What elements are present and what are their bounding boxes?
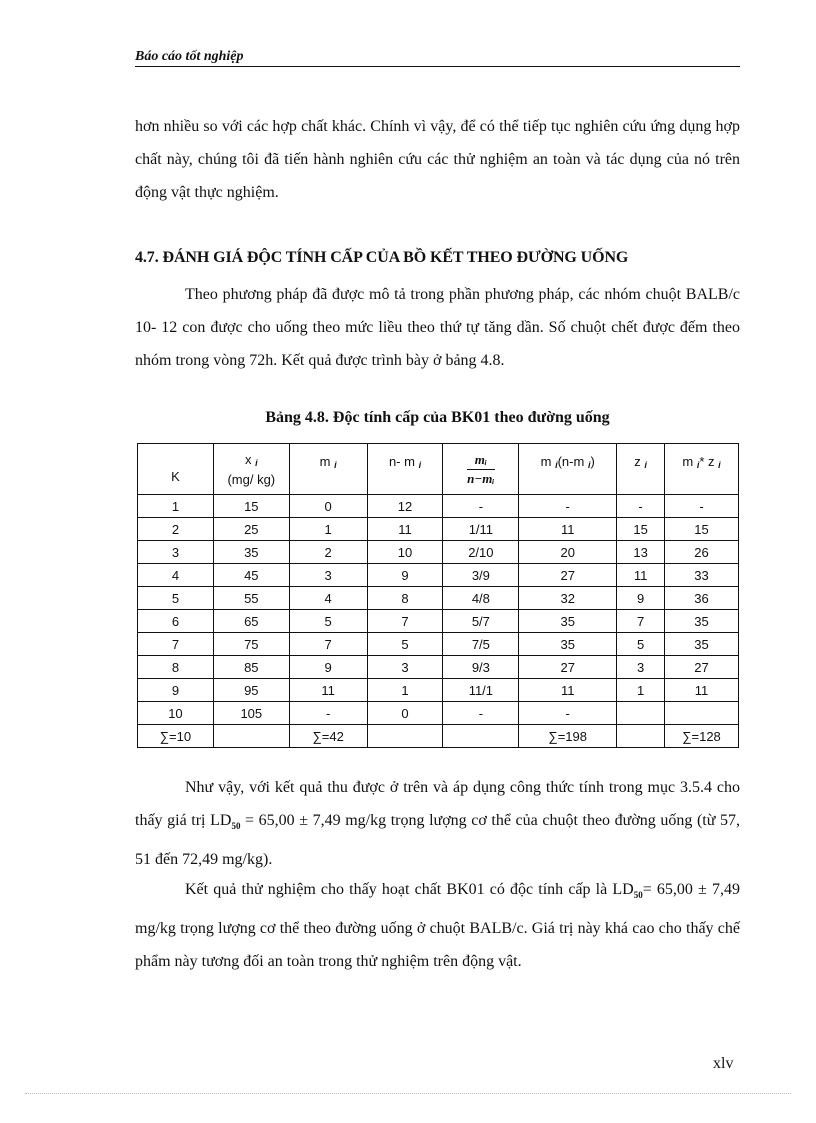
cell: 20 <box>519 541 617 564</box>
cell: 35 <box>213 541 289 564</box>
cell: 2 <box>289 541 367 564</box>
header-mz: m $_i$* z $_i$ <box>665 444 739 495</box>
conclusion-paragraph <box>135 873 740 978</box>
cell: 35 <box>665 610 739 633</box>
table-caption: Bảng 4.8. Độc tính cấp của BK01 theo đường uống <box>265 409 610 426</box>
cell: 7 <box>617 610 665 633</box>
cell: 85 <box>213 656 289 679</box>
cell: 105 <box>213 702 289 725</box>
cell: 5/7 <box>443 610 519 633</box>
cell: 10 <box>138 702 214 725</box>
cell: - <box>519 702 617 725</box>
table-row <box>138 518 739 541</box>
table-row <box>138 633 739 656</box>
cell: - <box>443 702 519 725</box>
cell <box>617 702 665 725</box>
cell: 4 <box>289 587 367 610</box>
table-row <box>138 679 739 702</box>
cell: 15 <box>617 518 665 541</box>
table-row <box>138 564 739 587</box>
cell <box>213 725 289 748</box>
cell: 8 <box>367 587 443 610</box>
cell: 27 <box>519 564 617 587</box>
cell: 9 <box>367 564 443 587</box>
cell: 2 <box>138 518 214 541</box>
cell: 35 <box>519 633 617 656</box>
cell: 9 <box>138 679 214 702</box>
cell: 7 <box>138 633 214 656</box>
cell: 11 <box>289 679 367 702</box>
header-x: x $_i$ (mg/ kg) <box>213 444 289 495</box>
method-paragraph: Theo phương pháp đã được mô tả trong phần phương pháp, các nhóm chuột BALB/c 10- 12 con được cho uống theo mức liều theo thứ tự tăng dần. Số chuột chết được đếm theo nhóm trong vòng 72h. Kết quả được trình bày ở bảng 4.8. <box>135 286 740 369</box>
cell: 95 <box>213 679 289 702</box>
cell: 33 <box>665 564 739 587</box>
result-text-b: = 65,00 ± 7,49 mg/kg trọng lượng cơ thể của chuột theo đường uống (từ 57, 51 đến 72,49 mg/kg). <box>135 812 741 868</box>
cell: 4/8 <box>443 587 519 610</box>
cell: 6 <box>138 610 214 633</box>
cell: 27 <box>665 656 739 679</box>
cell: 27 <box>519 656 617 679</box>
running-title: Báo cáo tốt nghiệp <box>135 49 244 64</box>
intro-paragraph: hơn nhiều so với các hợp chất khác. Chính vì vậy, để có thể tiếp tục nghiên cứu ứng dụng hợp chất này, chúng tôi đã tiến hành nghiên cứu các thử nghiệm an toàn và tác dụng của nó trên động vật thực nghiệm. <box>135 118 740 201</box>
cell: 0 <box>367 702 443 725</box>
header-z: z $_i$ <box>617 444 665 495</box>
cell: 5 <box>367 633 443 656</box>
cell: 13 <box>617 541 665 564</box>
cell: - <box>443 495 519 518</box>
cell: 1 <box>138 495 214 518</box>
cell: 65 <box>213 610 289 633</box>
toxicity-table <box>137 443 739 748</box>
cell: 1 <box>289 518 367 541</box>
cell: 32 <box>519 587 617 610</box>
cell: ∑=42 <box>289 725 367 748</box>
cell: 7 <box>289 633 367 656</box>
header-product: m $_i$(n-m $_i$) <box>519 444 617 495</box>
conclusion-text-a: Kết quả thử nghiệm cho thấy hoạt chất BK01 có độc tính cấp là LD <box>185 881 634 898</box>
cell <box>665 702 739 725</box>
cell: 11 <box>367 518 443 541</box>
cell: 11 <box>519 518 617 541</box>
header-k: K <box>138 444 214 495</box>
cell: 9 <box>289 656 367 679</box>
cell: 3 <box>289 564 367 587</box>
cell: 11/1 <box>443 679 519 702</box>
cell: 5 <box>138 587 214 610</box>
cell: 3 <box>367 656 443 679</box>
cell <box>367 725 443 748</box>
table-row <box>138 610 739 633</box>
cell: 55 <box>213 587 289 610</box>
page-bottom-divider <box>25 1093 791 1094</box>
table-row <box>138 541 739 564</box>
cell: 35 <box>519 610 617 633</box>
cell: 3 <box>617 656 665 679</box>
cell: 9 <box>617 587 665 610</box>
cell: 15 <box>665 518 739 541</box>
cell: 3/9 <box>443 564 519 587</box>
cell: 3 <box>138 541 214 564</box>
table-row <box>138 587 739 610</box>
cell: 26 <box>665 541 739 564</box>
cell: 1 <box>367 679 443 702</box>
cell: 25 <box>213 518 289 541</box>
running-header <box>135 48 740 67</box>
cell: 5 <box>617 633 665 656</box>
cell: 10 <box>367 541 443 564</box>
cell: 1/11 <box>443 518 519 541</box>
table-row <box>138 656 739 679</box>
cell: 12 <box>367 495 443 518</box>
header-ratio: $\frac{\text{mᵢ}}{\text{n−mᵢ}}$ <box>443 444 519 495</box>
cell: 8 <box>138 656 214 679</box>
table-totals-row <box>138 725 739 748</box>
cell: 75 <box>213 633 289 656</box>
cell: - <box>665 495 739 518</box>
cell: - <box>289 702 367 725</box>
cell: - <box>617 495 665 518</box>
cell: 11 <box>519 679 617 702</box>
cell: 5 <box>289 610 367 633</box>
result-text-a: Như vậy, với kết quả thu được ở trên và áp dụng công thức tính trong mục 3.5.4 cho thấy giá trị LD <box>135 779 740 829</box>
cell: 0 <box>289 495 367 518</box>
cell <box>443 725 519 748</box>
table-row <box>138 495 739 518</box>
ld-subscript: 50 <box>231 821 241 831</box>
table-header-row <box>138 444 739 495</box>
table-row <box>138 702 739 725</box>
page-number: xlv <box>713 1055 734 1072</box>
cell: ∑=198 <box>519 725 617 748</box>
result-paragraph <box>135 771 740 876</box>
cell: 9/3 <box>443 656 519 679</box>
cell: 15 <box>213 495 289 518</box>
cell: 45 <box>213 564 289 587</box>
cell: - <box>519 495 617 518</box>
cell: 2/10 <box>443 541 519 564</box>
cell: ∑=10 <box>138 725 214 748</box>
header-m: m $_i$ <box>289 444 367 495</box>
cell <box>617 725 665 748</box>
conclusion-text-b: = 65,00 ± 7,49 mg/kg trọng lượng cơ thể theo đường uống ở chuột BALB/c. Giá trị này khá cao cho thấy chế phẩm này tương đối an toàn trong thử nghiệm trên động vật. <box>135 881 740 970</box>
cell: 11 <box>665 679 739 702</box>
cell: 1 <box>617 679 665 702</box>
cell: 4 <box>138 564 214 587</box>
cell: ∑=128 <box>665 725 739 748</box>
cell: 7/5 <box>443 633 519 656</box>
ld-subscript: 50 <box>633 890 643 900</box>
cell: 11 <box>617 564 665 587</box>
section-heading: 4.7. ĐÁNH GIÁ ĐỘC TÍNH CẤP CỦA BỒ KẾT THEO ĐƯỜNG UỐNG <box>135 249 629 266</box>
cell: 7 <box>367 610 443 633</box>
cell: 36 <box>665 587 739 610</box>
cell: 35 <box>665 633 739 656</box>
header-n-minus-m: n- m $_i$ <box>367 444 443 495</box>
